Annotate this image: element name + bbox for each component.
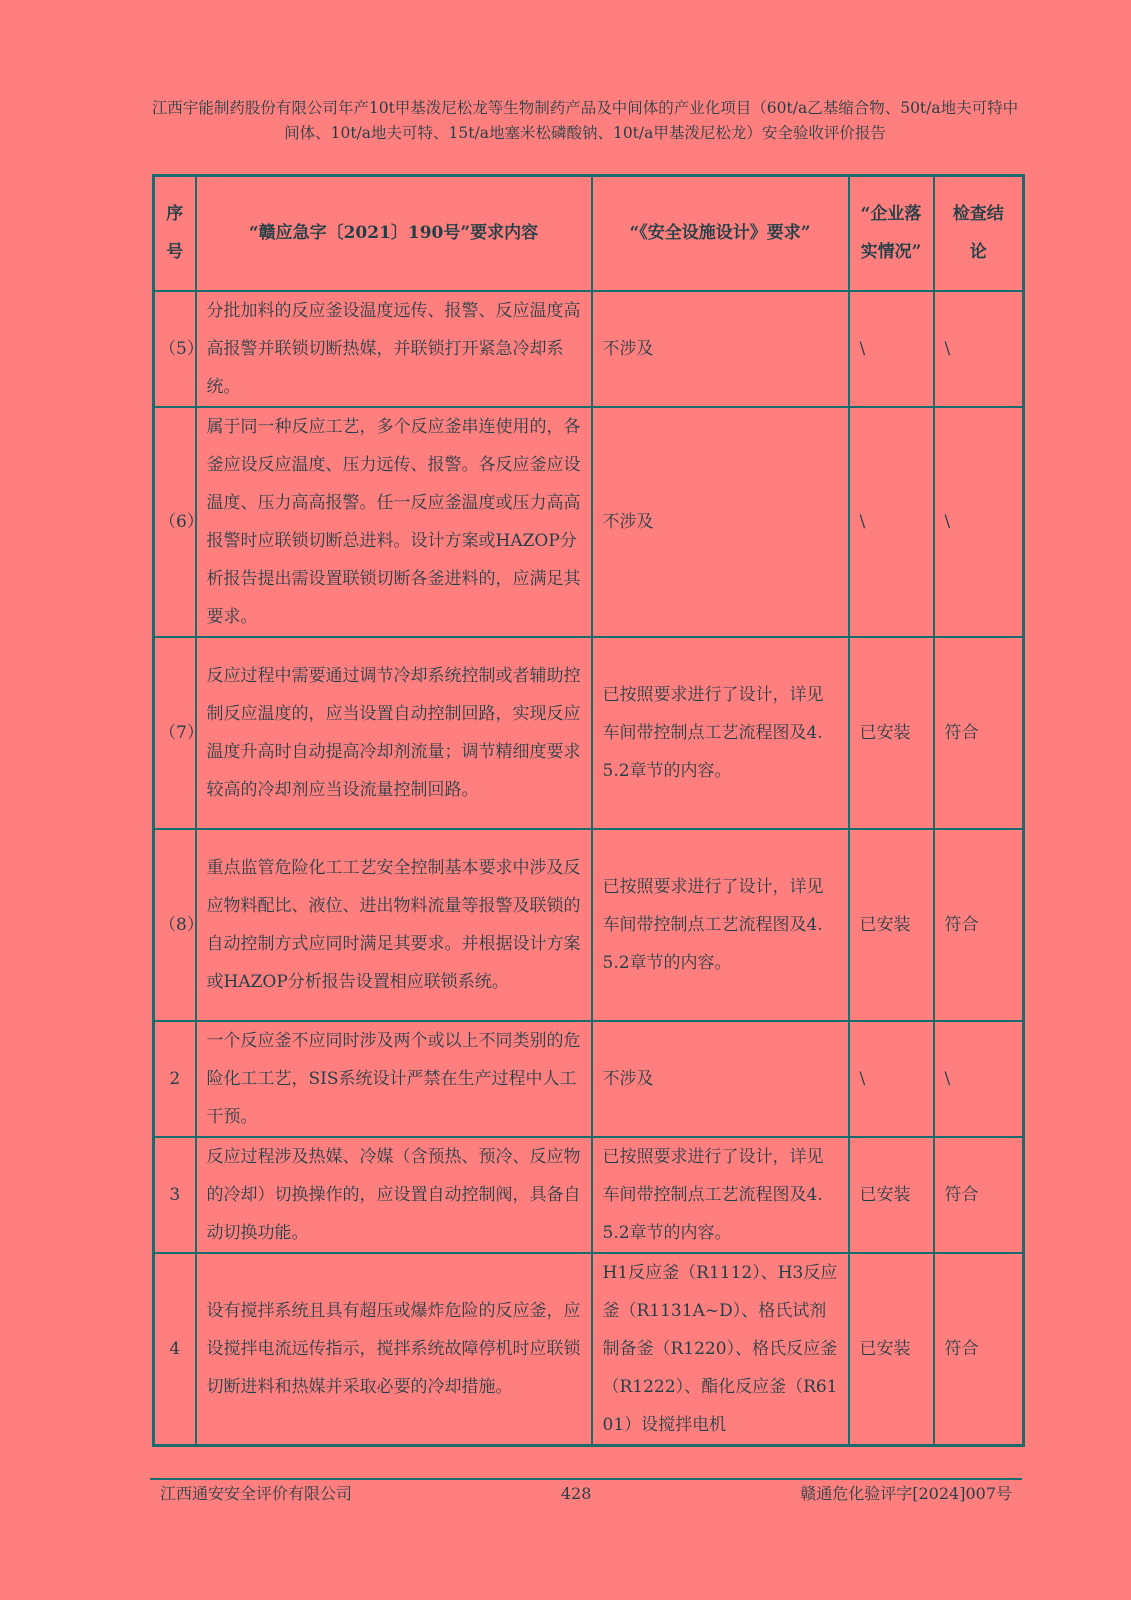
- row-result: \: [934, 291, 1024, 407]
- table-row: [154, 1021, 1024, 1137]
- row-design: 不涉及: [592, 1021, 849, 1137]
- row-design: 不涉及: [592, 291, 849, 407]
- page-footer: [150, 1478, 1022, 1508]
- report-title: 江西宇能制药股份有限公司年产10t甲基泼尼松龙等生物制药产品及中间体的产业化项目（60t/a乙基缩合物、50t/a地夫可特中间体、10t/a地夫可特、15t/a地塞米松磷酸钠、10t/a甲基泼尼松龙）安全验收评价报告: [151, 99, 1019, 142]
- page-header: [150, 96, 1020, 146]
- row-no: （7）: [154, 637, 196, 829]
- row-result: \: [934, 1021, 1024, 1137]
- row-requirement: 分批加料的反应釜设温度远传、报警、反应温度高高报警并联锁切断热媒，并联锁打开紧急冷却系统。: [196, 291, 592, 407]
- row-requirement: 反应过程涉及热媒、冷媒（含预热、预冷、反应物的冷却）切换操作的，应设置自动控制阀，具备自动切换功能。: [196, 1137, 592, 1253]
- header-result: 检查结论: [934, 176, 1024, 291]
- table-row: [154, 829, 1024, 1021]
- row-no: 2: [154, 1021, 196, 1137]
- row-no: （6）: [154, 407, 196, 637]
- row-design: 已按照要求进行了设计，详见车间带控制点工艺流程图及4.5.2章节的内容。: [592, 829, 849, 1021]
- footer-page-number: 428: [560, 1484, 592, 1503]
- row-result: \: [934, 407, 1024, 637]
- header-implementation: “企业落实情况”: [849, 176, 934, 291]
- row-requirement: 一个反应釜不应同时涉及两个或以上不同类别的危险化工工艺，SIS系统设计严禁在生产过程中人工干预。: [196, 1021, 592, 1137]
- row-no: （5）: [154, 291, 196, 407]
- table-row: [154, 291, 1024, 407]
- row-no: 4: [154, 1253, 196, 1446]
- header-requirement: “赣应急字〔2021〕190号”要求内容: [196, 176, 592, 291]
- table-row: [154, 1253, 1024, 1446]
- row-design: 已按照要求进行了设计，详见车间带控制点工艺流程图及4.5.2章节的内容。: [592, 637, 849, 829]
- row-implementation: 已安装: [849, 1137, 934, 1253]
- table-row: [154, 637, 1024, 829]
- row-result: 符合: [934, 1253, 1024, 1446]
- row-implementation: 已安装: [849, 637, 934, 829]
- row-no: （8）: [154, 829, 196, 1021]
- footer-document-number: 赣通危化验评字[2024]007号: [800, 1484, 1012, 1503]
- row-implementation: \: [849, 1021, 934, 1137]
- row-design: H1反应釜（R1112）、H3反应釜（R1131A~D）、格氏试剂制备釜（R1220）、格氏反应釜（R1222）、酯化反应釜（R6101）设搅拌电机: [592, 1253, 849, 1446]
- row-result: 符合: [934, 637, 1024, 829]
- row-design: 已按照要求进行了设计，详见车间带控制点工艺流程图及4.5.2章节的内容。: [592, 1137, 849, 1253]
- inspection-table: [152, 174, 1025, 1447]
- header-design: “《安全设施设计》要求”: [592, 176, 849, 291]
- row-requirement: 设有搅拌系统且具有超压或爆炸危险的反应釜，应设搅拌电流远传指示，搅拌系统故障停机时应联锁切断进料和热媒并采取必要的冷却措施。: [196, 1253, 592, 1446]
- row-requirement: 属于同一种反应工艺，多个反应釜串连使用的，各釜应设反应温度、压力远传、报警。各反应釜应设温度、压力高高报警。任一反应釜温度或压力高高报警时应联锁切断总进料。设计方案或HAZOP分析报告提出需设置联锁切断各釜进料的，应满足其要求。: [196, 407, 592, 637]
- table-header-row: [154, 176, 1024, 291]
- row-implementation: 已安装: [849, 829, 934, 1021]
- row-requirement: 重点监管危险化工工艺安全控制基本要求中涉及反应物料配比、液位、进出物料流量等报警及联锁的自动控制方式应同时满足其要求。并根据设计方案或HAZOP分析报告设置相应联锁系统。: [196, 829, 592, 1021]
- footer-company: 江西通安安全评价有限公司: [160, 1484, 353, 1503]
- header-no: 序号: [154, 176, 196, 291]
- row-implementation: \: [849, 407, 934, 637]
- table-row: [154, 1137, 1024, 1253]
- row-implementation: 已安装: [849, 1253, 934, 1446]
- table-row: [154, 407, 1024, 637]
- row-no: 3: [154, 1137, 196, 1253]
- row-design: 不涉及: [592, 407, 849, 637]
- row-requirement: 反应过程中需要通过调节冷却系统控制或者辅助控制反应温度的，应当设置自动控制回路，实现反应温度升高时自动提高冷却剂流量；调节精细度要求较高的冷却剂应当设流量控制回路。: [196, 637, 592, 829]
- row-implementation: \: [849, 291, 934, 407]
- row-result: 符合: [934, 1137, 1024, 1253]
- row-result: 符合: [934, 829, 1024, 1021]
